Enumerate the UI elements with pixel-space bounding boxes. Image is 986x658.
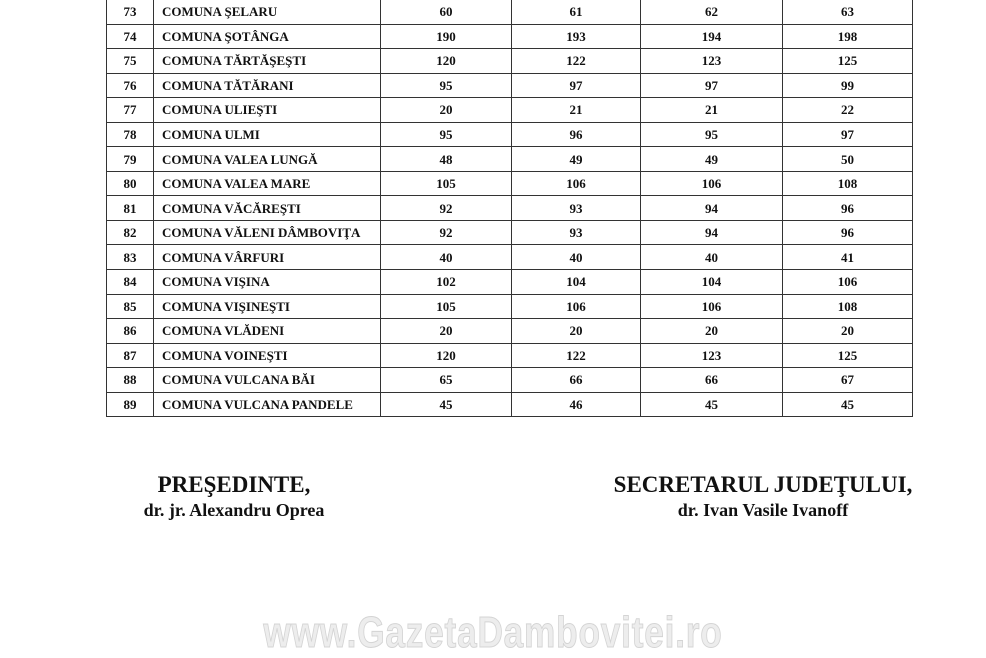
value-cell-3: 104 xyxy=(641,270,783,295)
value-cell-2: 40 xyxy=(512,245,641,270)
table-row xyxy=(107,73,913,98)
value-cell-2: 46 xyxy=(512,392,641,417)
row-number-cell: 80 xyxy=(107,171,154,196)
value-cell-4: 20 xyxy=(783,319,913,344)
table-row xyxy=(107,368,913,393)
value-cell-3: 95 xyxy=(641,122,783,147)
value-cell-3: 45 xyxy=(641,392,783,417)
value-cell-1: 48 xyxy=(381,147,512,172)
row-number-cell: 84 xyxy=(107,270,154,295)
value-cell-1: 92 xyxy=(381,220,512,245)
locality-name-cell: COMUNA VIŞINEŞTI xyxy=(154,294,381,319)
table-row xyxy=(107,147,913,172)
locality-name-cell: COMUNA VLĂDENI xyxy=(154,319,381,344)
president-name: dr. jr. Alexandru Oprea xyxy=(143,500,325,520)
locality-name-cell: COMUNA VĂLENI DÂMBOVIŢA xyxy=(154,220,381,245)
table-body xyxy=(107,0,913,417)
value-cell-2: 97 xyxy=(512,73,641,98)
locality-name-cell: COMUNA VĂCĂREŞTI xyxy=(154,196,381,221)
table-row xyxy=(107,0,913,24)
value-cell-3: 106 xyxy=(641,294,783,319)
locality-name-cell: COMUNA VOINEŞTI xyxy=(154,343,381,368)
value-cell-1: 92 xyxy=(381,196,512,221)
table-row xyxy=(107,343,913,368)
value-cell-4: 97 xyxy=(783,122,913,147)
table-row xyxy=(107,171,913,196)
value-cell-2: 106 xyxy=(512,171,641,196)
value-cell-1: 40 xyxy=(381,245,512,270)
value-cell-4: 106 xyxy=(783,270,913,295)
row-number-cell: 83 xyxy=(107,245,154,270)
value-cell-3: 194 xyxy=(641,24,783,49)
table-row xyxy=(107,220,913,245)
value-cell-1: 65 xyxy=(381,368,512,393)
value-cell-3: 94 xyxy=(641,196,783,221)
value-cell-4: 63 xyxy=(783,0,913,24)
value-cell-4: 108 xyxy=(783,171,913,196)
watermark: www.GazetaDambovitei.ro xyxy=(263,608,723,657)
row-number-cell: 77 xyxy=(107,98,154,123)
value-cell-2: 61 xyxy=(512,0,641,24)
table-row xyxy=(107,294,913,319)
locality-name-cell: COMUNA VULCANA BĂI xyxy=(154,368,381,393)
locality-name-cell: COMUNA VALEA LUNGĂ xyxy=(154,147,381,172)
value-cell-1: 45 xyxy=(381,392,512,417)
locality-name-cell: COMUNA VULCANA PANDELE xyxy=(154,392,381,417)
table-row xyxy=(107,98,913,123)
value-cell-2: 49 xyxy=(512,147,641,172)
value-cell-1: 95 xyxy=(381,73,512,98)
row-number-cell: 74 xyxy=(107,24,154,49)
value-cell-3: 123 xyxy=(641,49,783,74)
row-number-cell: 86 xyxy=(107,319,154,344)
value-cell-2: 21 xyxy=(512,98,641,123)
value-cell-1: 60 xyxy=(381,0,512,24)
value-cell-4: 99 xyxy=(783,73,913,98)
table-row xyxy=(107,49,913,74)
president-signature-block xyxy=(54,472,414,521)
value-cell-2: 104 xyxy=(512,270,641,295)
value-cell-3: 94 xyxy=(641,220,783,245)
value-cell-3: 21 xyxy=(641,98,783,123)
value-cell-3: 62 xyxy=(641,0,783,24)
row-number-cell: 82 xyxy=(107,220,154,245)
row-number-cell: 73 xyxy=(107,0,154,24)
locality-name-cell: COMUNA VÂRFURI xyxy=(154,245,381,270)
table-row xyxy=(107,24,913,49)
value-cell-1: 20 xyxy=(381,98,512,123)
value-cell-4: 96 xyxy=(783,220,913,245)
value-cell-3: 20 xyxy=(641,319,783,344)
value-cell-4: 108 xyxy=(783,294,913,319)
locality-name-cell: COMUNA ULMI xyxy=(154,122,381,147)
value-cell-2: 193 xyxy=(512,24,641,49)
value-cell-3: 97 xyxy=(641,73,783,98)
table-row xyxy=(107,392,913,417)
value-cell-2: 93 xyxy=(512,196,641,221)
value-cell-1: 105 xyxy=(381,171,512,196)
row-number-cell: 88 xyxy=(107,368,154,393)
value-cell-2: 122 xyxy=(512,49,641,74)
value-cell-4: 125 xyxy=(783,49,913,74)
value-cell-2: 96 xyxy=(512,122,641,147)
value-cell-2: 20 xyxy=(512,319,641,344)
row-number-cell: 79 xyxy=(107,147,154,172)
value-cell-3: 66 xyxy=(641,368,783,393)
row-number-cell: 85 xyxy=(107,294,154,319)
row-number-cell: 87 xyxy=(107,343,154,368)
locality-name-cell: COMUNA VALEA MARE xyxy=(154,171,381,196)
value-cell-2: 122 xyxy=(512,343,641,368)
locality-name-cell: COMUNA TĂTĂRANI xyxy=(154,73,381,98)
value-cell-4: 45 xyxy=(783,392,913,417)
row-number-cell: 89 xyxy=(107,392,154,417)
localities-table xyxy=(106,0,913,417)
value-cell-4: 41 xyxy=(783,245,913,270)
value-cell-1: 190 xyxy=(381,24,512,49)
row-number-cell: 76 xyxy=(107,73,154,98)
value-cell-3: 123 xyxy=(641,343,783,368)
table-row xyxy=(107,270,913,295)
secretary-name: dr. Ivan Vasile Ivanoff xyxy=(677,500,849,520)
value-cell-3: 49 xyxy=(641,147,783,172)
row-number-cell: 81 xyxy=(107,196,154,221)
locality-name-cell: COMUNA ŞOTÂNGA xyxy=(154,24,381,49)
row-number-cell: 75 xyxy=(107,49,154,74)
value-cell-2: 93 xyxy=(512,220,641,245)
value-cell-3: 40 xyxy=(641,245,783,270)
locality-name-cell: COMUNA VIŞINA xyxy=(154,270,381,295)
value-cell-4: 22 xyxy=(783,98,913,123)
value-cell-1: 20 xyxy=(381,319,512,344)
president-title: PREŞEDINTE, xyxy=(157,472,311,497)
value-cell-4: 198 xyxy=(783,24,913,49)
value-cell-4: 125 xyxy=(783,343,913,368)
locality-name-cell: COMUNA ŞELARU xyxy=(154,0,381,24)
value-cell-1: 95 xyxy=(381,122,512,147)
secretary-signature-block xyxy=(583,472,943,521)
table-row xyxy=(107,196,913,221)
value-cell-2: 106 xyxy=(512,294,641,319)
value-cell-4: 96 xyxy=(783,196,913,221)
value-cell-2: 66 xyxy=(512,368,641,393)
value-cell-1: 120 xyxy=(381,49,512,74)
value-cell-3: 106 xyxy=(641,171,783,196)
table-row xyxy=(107,245,913,270)
value-cell-4: 67 xyxy=(783,368,913,393)
secretary-title: SECRETARUL JUDEŢULUI, xyxy=(613,472,913,497)
table-row xyxy=(107,122,913,147)
table-row xyxy=(107,319,913,344)
value-cell-4: 50 xyxy=(783,147,913,172)
value-cell-1: 102 xyxy=(381,270,512,295)
locality-name-cell: COMUNA TĂRTĂŞEŞTI xyxy=(154,49,381,74)
value-cell-1: 105 xyxy=(381,294,512,319)
locality-name-cell: COMUNA ULIEŞTI xyxy=(154,98,381,123)
row-number-cell: 78 xyxy=(107,122,154,147)
value-cell-1: 120 xyxy=(381,343,512,368)
